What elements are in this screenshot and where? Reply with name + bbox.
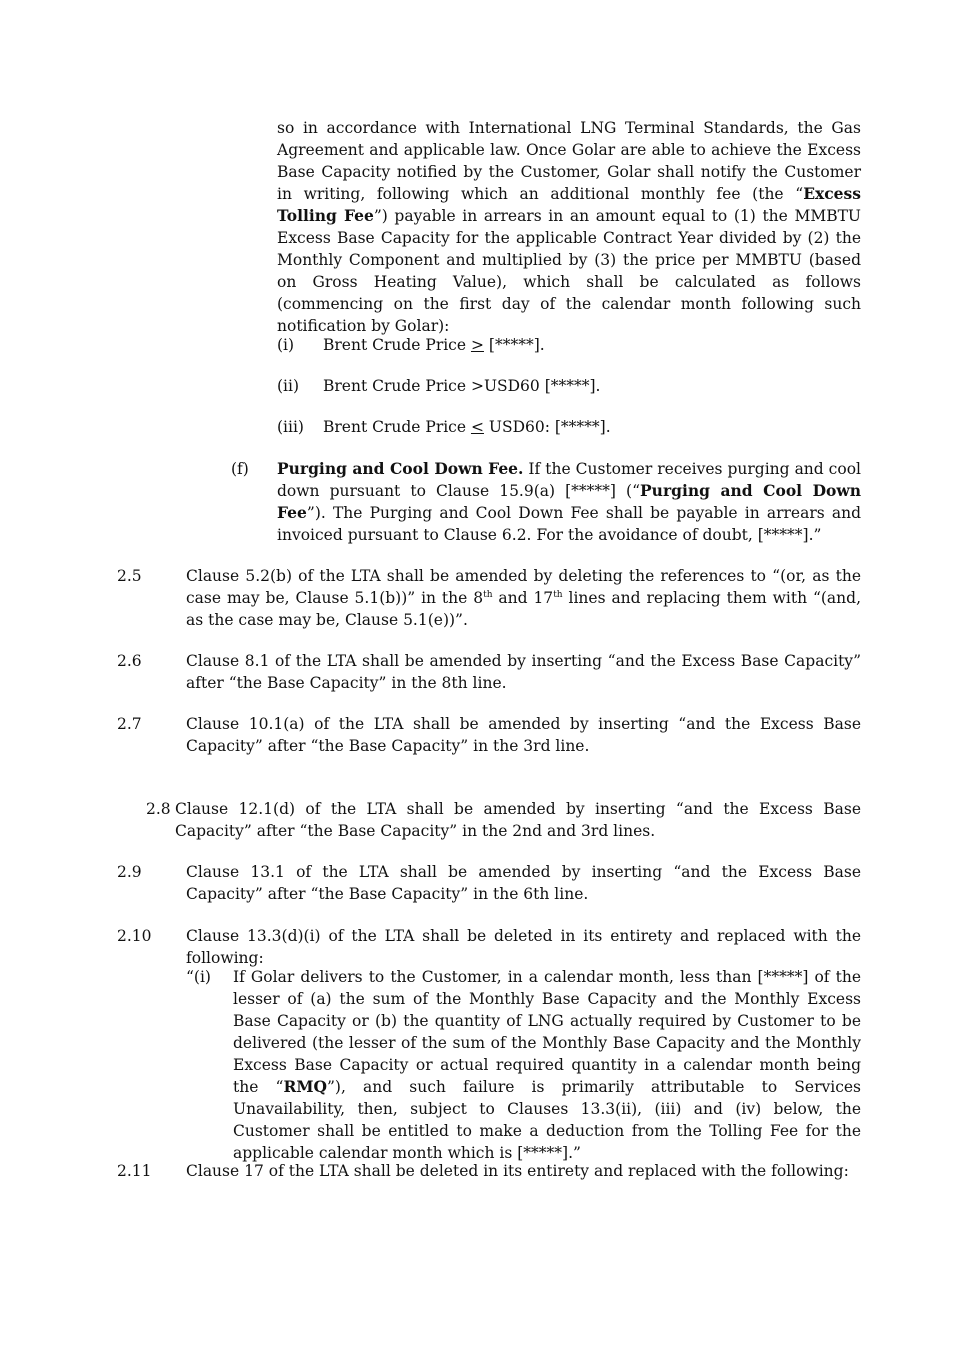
- list-item: [323, 334, 861, 356]
- paragraph-text: so in accordance with International LNG Terminal Standards, the Gas Agreement and applicable law. Once Golar are able to achieve the Excess Base Capacity notified by the Customer, Golar shall notify the Customer in writing, following which an additional monthly fee (the “: [277, 119, 861, 203]
- clause-2-9-text: Clause 13.1 of the LTA shall be amended by inserting “and the Excess Base Capacity” after “the Base Capacity” in the 6th line.: [186, 863, 861, 903]
- paragraph-text: ”) payable in arrears in an amount equal to (1) the MMBTU Excess Base Capacity for the applicable Contract Year divided by (2) the Monthly Component and multiplied by (3) the price per MMBTU (based on Gross Heating Value), which shall be calculated as follows (commencing on the first day of the calendar month following such notification by Golar):: [277, 207, 861, 335]
- item-heading: Purging and Cool Down Fee.: [277, 459, 524, 478]
- clause-number: 2.8: [146, 800, 171, 818]
- clause-2-11-text: Clause 17 of the LTA shall be deleted in its entirety and replaced with the following:: [186, 1162, 849, 1180]
- clause-number: 2.6: [117, 652, 142, 670]
- ordinal-suffix: th: [553, 589, 563, 600]
- list-item-number: “(i): [186, 968, 211, 986]
- list-item-text: Brent Crude Price: [323, 418, 471, 436]
- clause-2-10-i-text: [233, 966, 861, 1164]
- clause-2-8-text: Clause 12.1(d) of the LTA shall be amended by inserting “and the Excess Base Capacity” after “the Base Capacity” in the 2nd and 3rd lines.: [175, 800, 861, 840]
- paragraph-text: If the Customer receives purging and cool down pursuant to Clause 15.9(a) [*****] (“: [277, 460, 861, 500]
- clause-2-6-text: Clause 8.1 of the LTA shall be amended by inserting “and the Excess Base Capacity” after “the Base Capacity” in the 8th line.: [186, 652, 861, 692]
- defined-term: Excess Tolling Fee: [277, 184, 861, 225]
- list-item-number: (i): [277, 336, 295, 354]
- list-item-text: USD60: [*****].: [483, 418, 611, 436]
- paragraph-text: lines and replacing them with “(and, as the case may be, Clause 5.1(e))”.: [186, 589, 861, 629]
- top-paragraph: [277, 117, 861, 337]
- paragraph-text: ”). The Purging and Cool Down Fee shall be payable in arrears and invoiced pursuant to Clause 6.2. For the avoidance of doubt, [*****].”: [277, 504, 861, 544]
- purging-fee-paragraph: [277, 458, 861, 546]
- list-item-number: (iii): [277, 418, 304, 436]
- comparison-symbol: >: [470, 336, 484, 354]
- list-item-text: Brent Crude Price: [323, 336, 471, 354]
- list-item-number: (f): [231, 460, 249, 478]
- clause-number: 2.5: [117, 567, 142, 585]
- list-item-number: (ii): [277, 377, 300, 395]
- paragraph-text: If Golar delivers to the Customer, in a calendar month, less than [*****] of the lesser of (a) the sum of the Monthly Base Capacity and the Monthly Excess Base Capacity or (b) the quantity of LNG actually required by Customer to be delivered (the lesser of the sum of the Monthly Base Capacity and the Monthly Excess Base Capacity or actual required quantity in a calendar month being the “: [233, 968, 861, 1096]
- list-item-text: Brent Crude Price >USD60 [*****].: [323, 377, 601, 395]
- clause-number: 2.11: [117, 1162, 152, 1180]
- clause-number: 2.9: [117, 863, 142, 881]
- ordinal-suffix: th: [483, 589, 493, 600]
- list-item: [323, 416, 861, 438]
- paragraph-text: and 17: [492, 589, 554, 607]
- defined-term: RMQ: [283, 1077, 327, 1096]
- clause-2-7-text: Clause 10.1(a) of the LTA shall be amended by inserting “and the Excess Base Capacity” after “the Base Capacity” in the 3rd line.: [186, 715, 861, 755]
- clause-2-5-text: [186, 565, 861, 631]
- comparison-symbol: <: [470, 418, 484, 436]
- defined-term: Purging and Cool Down Fee: [277, 481, 861, 522]
- paragraph-text: Clause 5.2(b) of the LTA shall be amended by deleting the references to “(or, as the case may be, Clause 5.1(b))” in the 8: [186, 567, 861, 607]
- clause-number: 2.7: [117, 715, 142, 733]
- paragraph-text: ”), and such failure is primarily attributable to Services Unavailability, then, subject to Clauses 13.3(ii), (iii) and (iv) below, the Customer shall be entitled to make a deduction from the Tolling Fee for the applicable calendar month which is [*****].”: [233, 1078, 861, 1162]
- clause-number: 2.10: [117, 927, 152, 945]
- clause-2-10-text: Clause 13.3(d)(i) of the LTA shall be deleted in its entirety and replaced with the following:: [186, 927, 861, 967]
- list-item: [323, 375, 861, 397]
- list-item-text: [*****].: [483, 336, 545, 354]
